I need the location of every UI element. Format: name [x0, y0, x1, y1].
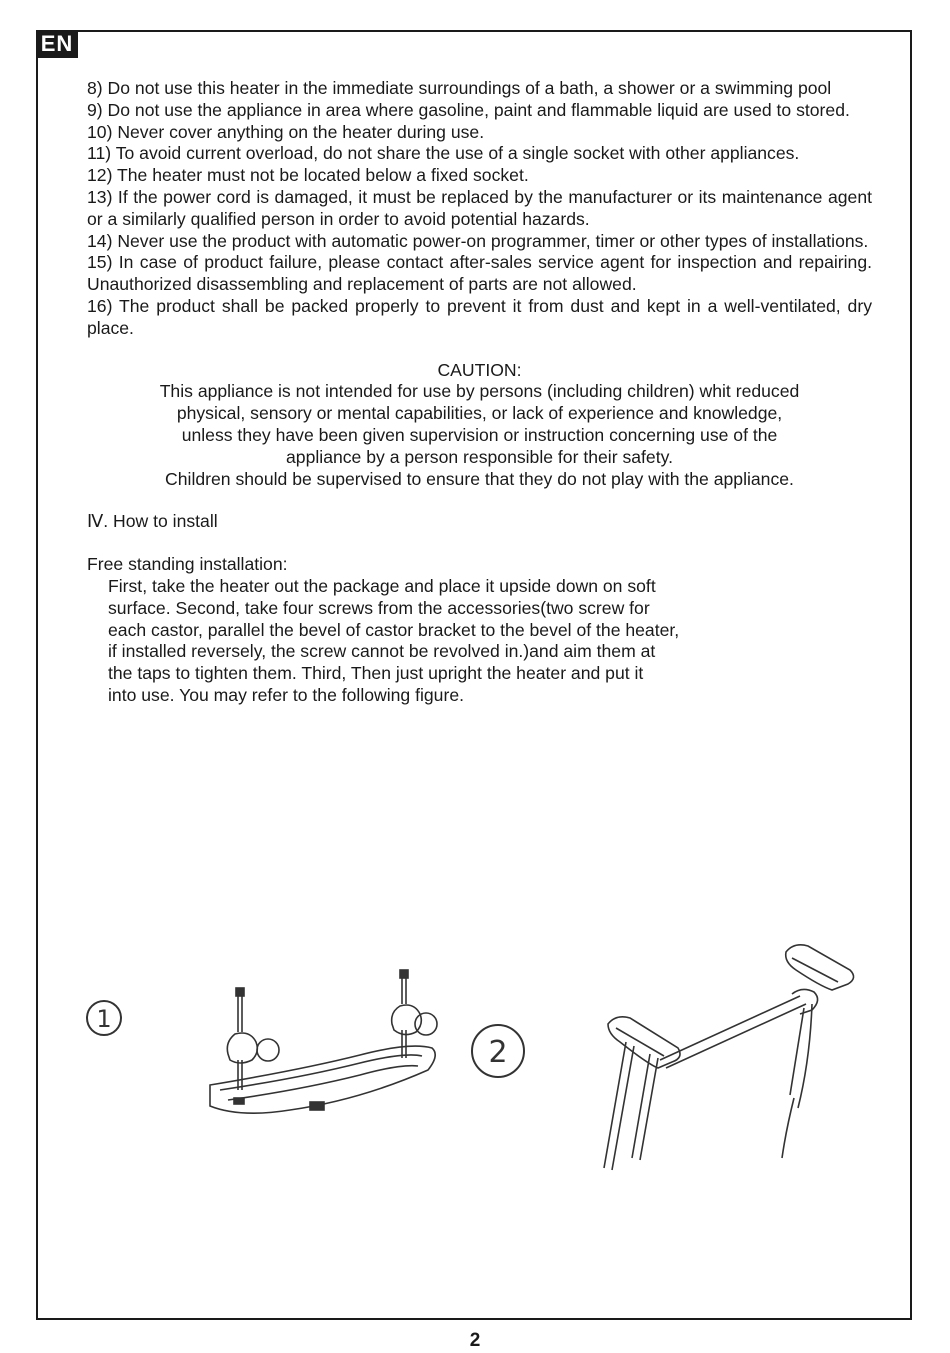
figure-2-heater-frame — [604, 945, 854, 1170]
caution-block — [87, 360, 872, 491]
installation-figures — [60, 930, 890, 1190]
safety-item-12: 12) The heater must not be located below a fixed socket. — [87, 165, 529, 186]
install-line: each castor, parallel the bevel of castor bracket to the bevel of the heater, — [108, 619, 680, 640]
install-line: surface. Second, take four screws from the accessories(two screw for — [108, 597, 650, 618]
step-1-label: 1 — [96, 1005, 112, 1033]
language-badge: EN — [36, 30, 78, 58]
safety-list — [87, 78, 872, 340]
safety-item-16: 16) The product shall be packed properly to prevent it from dust and kept in a well-ventilated, dry place. — [87, 295, 872, 338]
figure-1-castor-base — [210, 970, 437, 1113]
safety-item-15: 15) In case of product failure, please contact after-sales service agent for inspection and repairing. Unauthorized disassembling and replacement of parts are not allowed. — [87, 252, 872, 295]
install-instructions — [87, 576, 798, 707]
safety-item-14: 14) Never use the product with automatic power-on programmer, timer or other types of installations. — [87, 230, 869, 251]
safety-item-9: 9) Do not use the appliance in area where gasoline, paint and flammable liquid are used to stored. — [87, 99, 850, 120]
step-2-label: 2 — [488, 1035, 508, 1070]
safety-item-10: 10) Never cover anything on the heater during use. — [87, 121, 485, 142]
install-line-last: into use. You may refer to the following figure. — [108, 684, 464, 705]
safety-item-11: 11) To avoid current overload, do not share the use of a single socket with other appliances. — [87, 143, 800, 164]
page-number: 2 — [469, 1330, 481, 1351]
caution-line: unless they have been given supervision or instruction concerning use of the — [181, 424, 778, 445]
caution-line: appliance by a person responsible for their safety. — [286, 446, 673, 467]
install-line: if installed reversely, the screw cannot be revolved in.)and aim them at — [108, 641, 656, 662]
safety-item-13: 13) If the power cord is damaged, it must be replaced by the manufacturer or its maintenance agent or a similarly qualified person in order to avoid potential hazards. — [87, 186, 872, 229]
install-line: First, take the heater out the package and place it upside down on soft — [108, 575, 656, 596]
manual-content — [87, 78, 872, 707]
install-line: the taps to tighten them. Third, Then just upright the heater and put it — [108, 663, 644, 684]
safety-item-8: 8) Do not use this heater in the immediate surroundings of a bath, a shower or a swimming pool — [87, 78, 832, 98]
install-subheading: Free standing installation: — [87, 554, 288, 575]
caution-line: This appliance is not intended for use by persons (including children) whit reduced — [159, 381, 800, 402]
step-2-marker — [472, 1025, 524, 1077]
caution-line: physical, sensory or mental capabilities, or lack of experience and knowledge, — [176, 403, 783, 424]
step-1-marker — [87, 1001, 121, 1035]
install-section-heading: Ⅳ. How to install — [87, 511, 218, 532]
caution-line: Children should be supervised to ensure that they do not play with the appliance. — [165, 468, 794, 489]
caution-title: CAUTION: — [437, 359, 522, 380]
